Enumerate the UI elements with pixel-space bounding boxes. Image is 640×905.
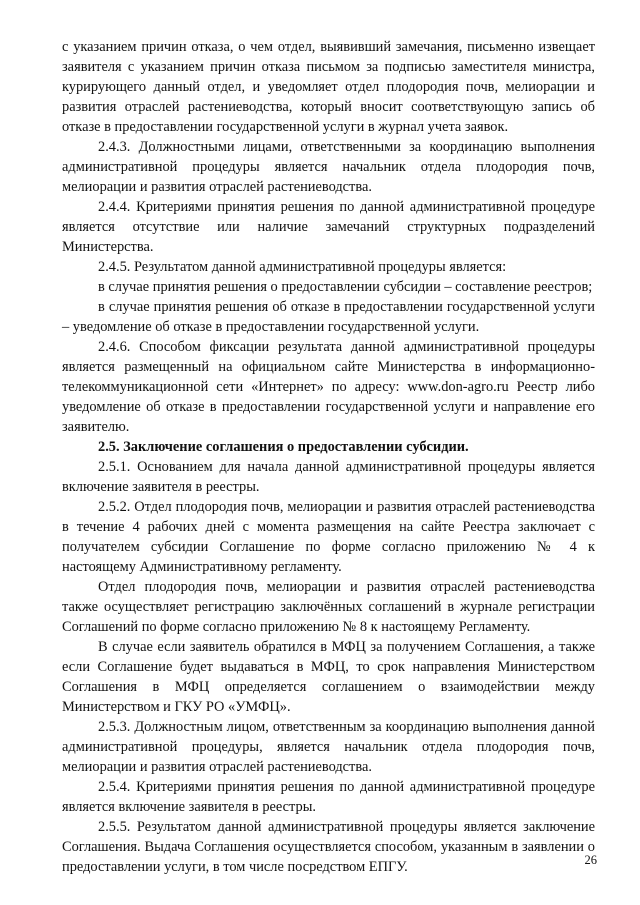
paragraph-2-5-3: 2.5.3. Должностным лицом, ответственным за координацию выполнения данной административной процедуры, является начальник отдела плодородия почв, мелиорации и развития отраслей растениеводства. <box>62 719 595 775</box>
page-number: 26 <box>584 853 597 867</box>
paragraph-refusal-continuation: с указанием причин отказа, о чем отдел, выявивший замечания, письменно извещает заявителя с указанием причин отказа письмом за подписью заместителя министра, курирующего данный отдел, и уведомляет отдел плодородия почв, мелиорации и развития отраслей растениеводства, который вносит соответствующую запись об отказе в предоставлении государственной услуги в журнал учета заявок. <box>62 39 595 135</box>
paragraph-result-refusal: в случае принятия решения об отказе в предоставлении государственной услуги – уведомление об отказе в предоставлении государственной услуги. <box>62 299 595 335</box>
paragraph-registration: Отдел плодородия почв, мелиорации и развития отраслей растениеводства также осуществляет регистрацию заключённых соглашений в журнале регистрации Соглашений по форме согласно приложению № 8 к настоящему Регламенту. <box>62 579 595 635</box>
paragraph-2-4-4: 2.4.4. Критериями принятия решения по данной административной процедуре является отсутствие или наличие замечаний структурных подразделений Министерства. <box>62 199 595 255</box>
paragraph-2-5-4: 2.5.4. Критериями принятия решения по данной административной процедуре является включение заявителя в реестры. <box>62 779 595 815</box>
paragraph-2-4-3: 2.4.3. Должностными лицами, ответственными за координацию выполнения административной процедуры является начальник отдела плодородия почв, мелиорации и развития отраслей растениеводства. <box>62 139 595 195</box>
body-text <box>62 37 595 877</box>
paragraph-2-5-5: 2.5.5. Результатом данной административной процедуры является заключение Соглашения. Выдача Соглашения осуществляется способом, указанным в заявлении о предоставлении услуги, в том числе посредством ЕПГУ. <box>62 819 595 875</box>
paragraph-2-4-6: 2.4.6. Способом фиксации результата данной административной процедуры является размещенный на официальном сайте Министерства в информационно-телекоммуникационной сети «Интернет» по адресу: www.don-agro.ru Реестр либо уведомление об отказе в предоставлении государственной услуги и направление его заявителю. <box>62 339 595 435</box>
paragraph-2-5-1: 2.5.1. Основанием для начала данной административной процедуры является включение заявителя в реестры. <box>62 459 595 495</box>
paragraph-mfc: В случае если заявитель обратился в МФЦ за получением Соглашения, а также если Соглашение будет выдаваться в МФЦ, то срок направления Министерством Соглашения в МФЦ определяется соглашением о взаимодействии между Министерством и ГКУ РО «УМФЦ». <box>62 639 595 715</box>
paragraph-2-5-2: 2.5.2. Отдел плодородия почв, мелиорации и развития отраслей растениеводства в течение 4 рабочих дней с момента размещения на сайте Реестра заключает с получателем субсидии Соглашение по форме согласно приложению № 4 к настоящему Административному регламенту. <box>62 499 595 575</box>
paragraph-result-subsidy: в случае принятия решения о предоставлении субсидии – составление реестров; <box>98 279 593 295</box>
section-heading-2-5: 2.5. Заключение соглашения о предоставлении субсидии. <box>98 439 469 455</box>
paragraph-2-4-5: 2.4.5. Результатом данной административной процедуры является: <box>98 259 507 275</box>
